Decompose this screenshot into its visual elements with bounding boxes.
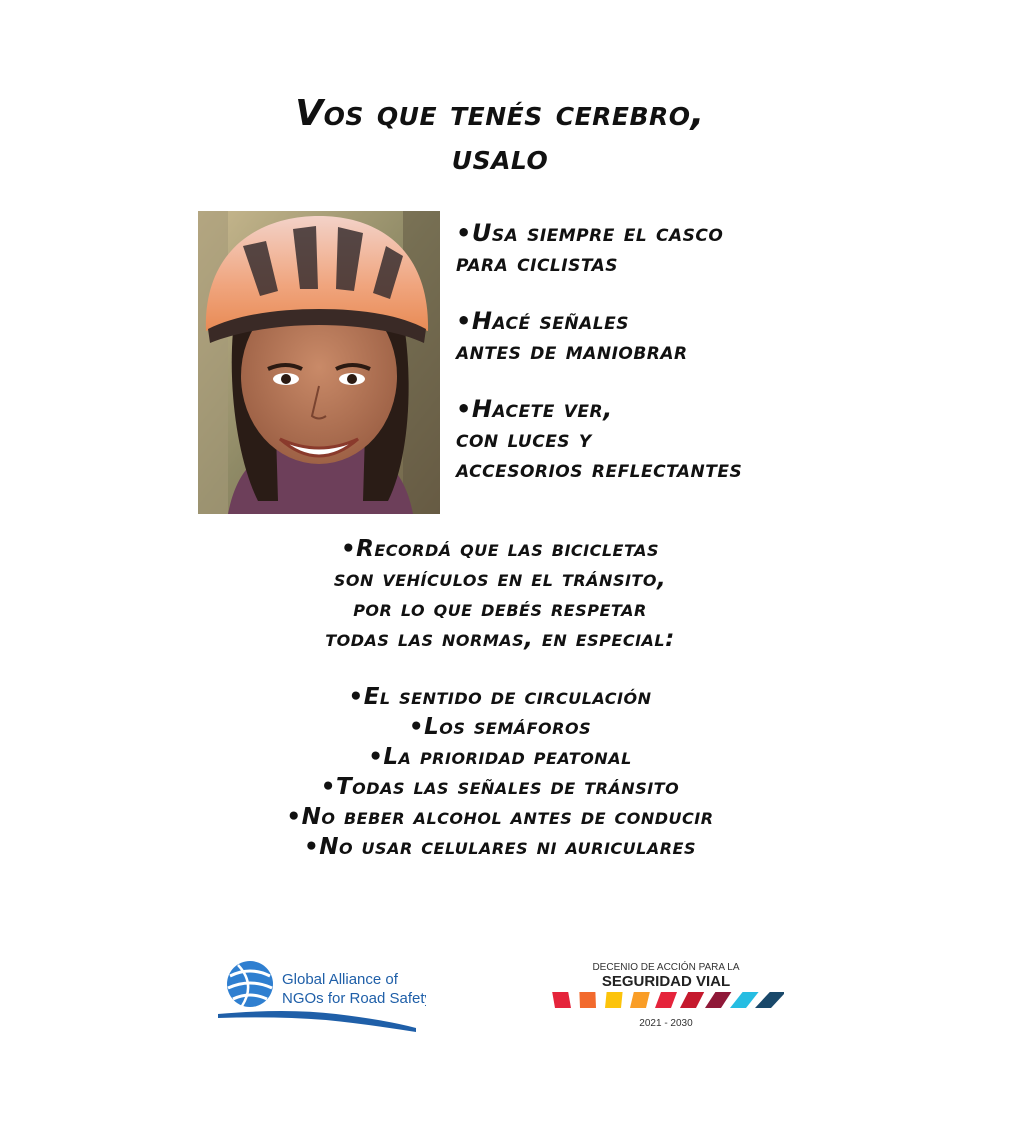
title-line-2: usalo [451,137,549,178]
notice-line: son vehículos en el tránsito, [333,566,667,592]
logo-right-line-2: SEGURIDAD VIAL [601,973,731,990]
rule-item: •No usar celulares ni auriculares [304,834,696,860]
logo-stripe [552,992,571,1008]
globe-icon [216,954,426,1034]
tip-signals [456,306,876,366]
cyclist-helmet-photo-icon [198,211,440,514]
tip-helmet [456,218,876,278]
logo-right-line-1: DECENIO DE ACCIÓN PARA LA [592,962,740,973]
logo-stripe [630,992,650,1008]
logo-stripe [605,992,623,1008]
seguridad-vial-stripes-icon [548,958,784,1032]
seguridad-vial-logo [548,958,784,1032]
rule-item: •No beber alcohol antes de conducir [286,804,714,830]
logo-left-line-2: NGOs for Road Safety [282,990,426,1007]
notice-line: todas las normas, en especial: [325,626,675,652]
rules-list [0,682,1000,862]
tip-line: •Usa siempre el casco [456,219,724,247]
title-line-1: Vos que tenés cerebro, [295,93,705,134]
logo-stripe [680,992,704,1008]
notice-line: •Recordá que las bicicletas [340,536,660,562]
tip-line: •Hacé señales [456,307,629,335]
logo-stripe [705,992,731,1008]
tip-line: antes de maniobrar [456,337,688,365]
poster-title [0,92,1000,180]
logo-stripe [579,992,596,1008]
logo-left-line-1: Global Alliance of [282,971,398,988]
logo-stripe [655,992,677,1008]
logo-stripe [755,992,784,1008]
notice-line: por lo que debés respetar [353,596,647,622]
rule-item: •Todas las señales de tránsito [320,774,680,800]
tip-line: para ciclistas [456,249,619,277]
tip-line: •Hacete ver, [456,395,613,423]
tip-line: con luces y [456,425,592,453]
tips-list [456,218,876,484]
global-alliance-logo [216,954,426,1034]
rule-item: •El sentido de circulación [348,684,652,710]
tip-line: accesorios reflectantes [456,455,743,483]
rule-item: •Los semáforos [408,714,592,740]
rule-item: •La prioridad peatonal [368,744,632,770]
cyclist-photo [198,211,440,514]
tip-visibility [456,394,876,484]
logo-stripe [730,992,759,1008]
traffic-notice [0,534,1000,654]
logo-right-line-3: 2021 - 2030 [639,1018,693,1029]
